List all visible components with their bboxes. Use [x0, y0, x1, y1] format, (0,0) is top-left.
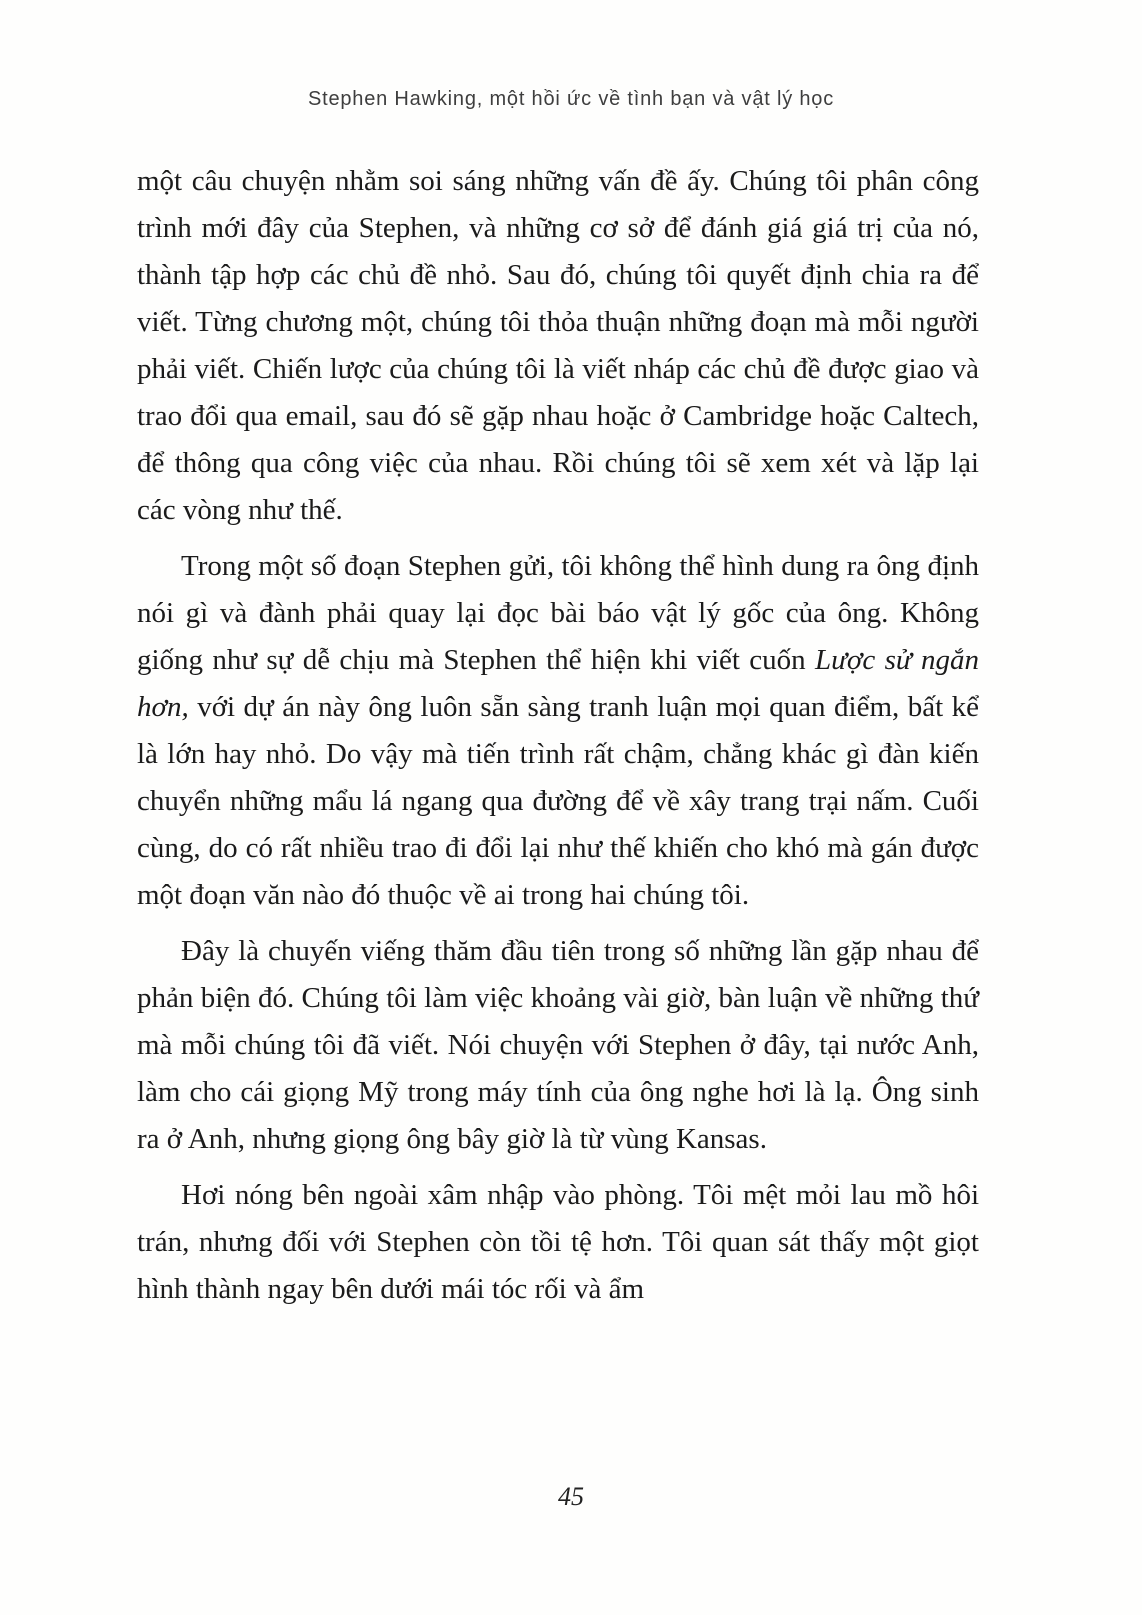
text-segment: một câu chuyện nhằm soi sáng những vấn đề ấy. Chúng tôi phân công trình mới đây của Stephen, và những cơ sở để đánh giá giá trị của nó, thành tập hợp các chủ đề nhỏ. Sau đó, chúng tôi quyết định chia ra để viết. Từng chương một, chúng tôi thỏa thuận những đoạn mà mỗi người phải viết. Chiến lược của chúng tôi là viết nháp các chủ đề được giao và trao đổi qua email, sau đó sẽ gặp nhau hoặc ở Cambridge hoặc Caltech, để thông qua công việc của nhau. Rồi chúng tôi sẽ xem xét và lặp lại các vòng như thế. — [137, 165, 979, 526]
text-segment: Trong một số đoạn Stephen gửi, tôi không thể hình dung ra ông định nói gì và đành phải quay lại đọc bài báo vật lý gốc của ông. Không giống như sự dễ chịu mà Stephen thể hiện khi viết cuốn — [137, 550, 979, 676]
text-segment: với dự án này ông luôn sẵn sàng tranh luận mọi quan điểm, bất kể là lớn hay nhỏ. Do vậy mà tiến trình rất chậm, chẳng khác gì đàn kiến chuyển những mẩu lá ngang qua đường để về xây trang trại nấm. Cuối cùng, do có rất nhiều trao đi đổi lại như thế khiến cho khó mà gán được một đoạn văn nào đó thuộc về ai trong hai chúng tôi. — [137, 691, 979, 911]
body-text — [137, 158, 979, 1322]
paragraph — [137, 1172, 979, 1313]
paragraph — [137, 928, 979, 1163]
text-segment: Đây là chuyến viếng thăm đầu tiên trong số những lần gặp nhau để phản biện đó. Chúng tôi làm việc khoảng vài giờ, bàn luận về những thứ mà mỗi chúng tôi đã viết. Nói chuyện với Stephen ở đây, tại nước Anh, làm cho cái giọng Mỹ trong máy tính của ông nghe hơi là lạ. Ông sinh ra ở Anh, nhưng giọng ông bây giờ là từ vùng Kansas. — [137, 935, 979, 1155]
page-number: 45 — [558, 1482, 584, 1511]
text-segment: Hơi nóng bên ngoài xâm nhập vào phòng. Tôi mệt mỏi lau mồ hôi trán, nhưng đối với Stephen còn tồi tệ hơn. Tôi quan sát thấy một giọt hình thành ngay bên dưới mái tóc rối và ẩm — [137, 1179, 979, 1305]
paragraph — [137, 158, 979, 534]
paragraph — [137, 543, 979, 919]
book-title-italic: Lược sử ngắn hơn, — [137, 644, 979, 723]
running-header: Stephen Hawking, một hồi ức về tình bạn và vật lý học — [307, 88, 835, 110]
